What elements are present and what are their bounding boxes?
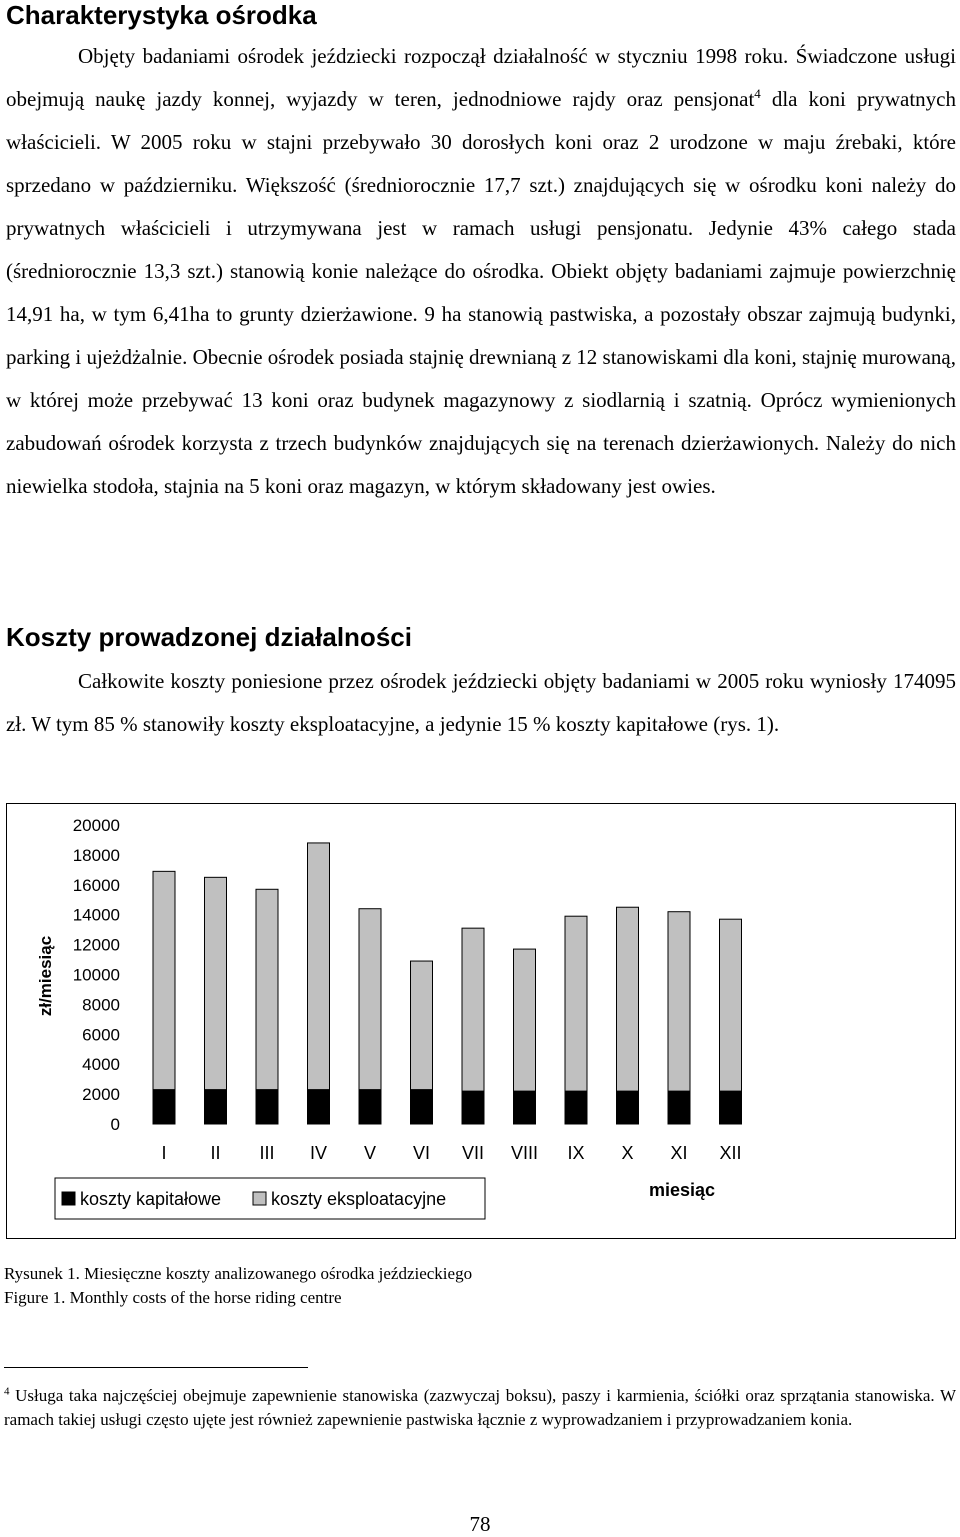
- y-axis-label: zł/miesiąc: [36, 935, 55, 1017]
- bar-segment-operating: [565, 916, 587, 1091]
- y-tick-label: 18000: [72, 845, 120, 865]
- bar-segment-capital: [462, 1091, 484, 1124]
- x-tick-label: II: [210, 1143, 221, 1163]
- bar-segment-operating: [256, 889, 278, 1089]
- paragraph-characteristics: [6, 35, 956, 508]
- bar-segment-capital: [668, 1091, 690, 1124]
- x-tick-label: VI: [412, 1143, 431, 1163]
- paragraph-text-part-b: dla koni prywatnych właścicieli. W 2005 roku w stajni przebywało 30 dorosłych koni oraz 2 urodzone w maju źrebaki, które sprzedano w październiku. Większość (średniorocznie 17,7 szt.) znajdujących się w ośrodku koni należy do prywatnych właścicieli i utrzymywana jest w ramach usługi pensjonatu. Jedynie 43% całego stada (średniorocznie 13,3 szt.) stanowią konie należące do ośrodka. Obiekt objęty badaniami zajmuje powierzchnię 14,91 ha, w tym 6,41ha to grunty dzierżawione. 9 ha stanowią pastwiska, a pozostały obszar zajmują budynki, parking i ujeżdżalnie. Obecnie ośrodek posiada stajnię drewnianą z 12 stanowiskami dla koni, stajnię murowaną, w której może przebywać 13 koni oraz budynek magazynowy z siodlarnią i szatnią. Oprócz wymienionych zabudowań ośrodek korzysta z trzech budynków znajdujących się na terenach dzierżawionych. Należy do nich niewielka stodoła, stajnia na 5 koni oraz magazyn, w którym składowany jest owies.: [6, 87, 957, 498]
- legend-swatch: [62, 1192, 75, 1205]
- x-tick-label: VII: [461, 1143, 485, 1163]
- section-heading-costs: Koszty prowadzonej działalności: [6, 622, 412, 652]
- y-tick-label: 4000: [82, 1055, 120, 1075]
- x-tick-label: IX: [567, 1143, 585, 1163]
- paragraph-text-part-a: Objęty badaniami ośrodek jeździecki rozpoczął działalność w styczniu 1998 roku. Świadczone usługi obejmują naukę jazdy konnej, wyjazdy w teren, jednodniowe rajdy oraz pensjonat: [6, 44, 956, 111]
- y-tick-label: 0: [110, 1115, 120, 1134]
- bar-segment-capital: [359, 1090, 381, 1124]
- x-tick-label: XI: [670, 1143, 688, 1163]
- footnote-reference[interactable]: 4: [754, 86, 761, 101]
- x-tick-label: XII: [719, 1143, 742, 1163]
- x-axis-label: miesiąc: [649, 1180, 716, 1200]
- y-tick-label: 12000: [72, 935, 120, 955]
- bar-segment-operating: [205, 877, 227, 1089]
- bar-segment-operating: [514, 949, 536, 1091]
- bar-segment-capital: [153, 1090, 175, 1124]
- x-tick-label: IV: [309, 1143, 328, 1163]
- footnote-separator: [4, 1367, 308, 1368]
- bar-segment-capital: [565, 1091, 587, 1124]
- bar-segment-operating: [462, 928, 484, 1091]
- bar-segment-operating: [308, 843, 330, 1090]
- y-tick-label: 14000: [72, 905, 120, 925]
- bar-segment-capital: [205, 1090, 227, 1124]
- legend-label: koszty kapitałowe: [80, 1189, 222, 1209]
- page-number: 78: [469, 1512, 491, 1536]
- paragraph-costs: Całkowite koszty poniesione przez ośrodek jeździecki objęty badaniami w 2005 roku wyniosły 174095 zł. W tym 85 % stanowiły koszty eksploatacyjne, a jedynie 15 % koszty kapitałowe (rys. 1).: [6, 669, 956, 736]
- bar-segment-operating: [668, 912, 690, 1091]
- footnote: [4, 1384, 956, 1432]
- bar-segment-capital: [256, 1090, 278, 1124]
- legend-label: koszty eksploatacyjne: [271, 1189, 447, 1209]
- y-tick-label: 10000: [72, 965, 120, 985]
- x-tick-label: V: [363, 1143, 377, 1163]
- legend-swatch: [253, 1192, 266, 1205]
- y-tick-label: 2000: [82, 1085, 120, 1105]
- bar-segment-operating: [153, 871, 175, 1089]
- bar-segment-capital: [308, 1090, 330, 1124]
- bar-segment-capital: [720, 1091, 742, 1124]
- bar-segment-operating: [617, 907, 639, 1091]
- stacked-bar-chart: [7, 804, 955, 1238]
- bar-segment-capital: [411, 1090, 433, 1124]
- x-tick-label: III: [259, 1143, 275, 1163]
- section-heading-characteristics: Charakterystyka ośrodka: [6, 0, 317, 30]
- y-tick-label: 6000: [82, 1025, 120, 1045]
- x-tick-label: X: [621, 1143, 634, 1163]
- bar-segment-operating: [411, 961, 433, 1090]
- y-tick-label: 16000: [72, 875, 120, 895]
- footnote-text: Usługa taka najczęściej obejmuje zapewnienie stanowiska (zazwyczaj boksu), paszy i karmienia, ściółki oraz sprzątania stanowiska. W ramach takiej usługi często ujęte jest również zapewnienie pastwiska łącznie z wyprowadzaniem i przyprowadzaniem konia.: [4, 1386, 956, 1429]
- y-tick-label: 8000: [82, 995, 120, 1015]
- x-tick-label: VIII: [510, 1143, 539, 1163]
- footnote-number: 4: [4, 1385, 10, 1398]
- chart-container: [6, 803, 956, 1239]
- bar-segment-capital: [617, 1091, 639, 1124]
- chart-legend: [55, 1178, 485, 1219]
- x-tick-label: I: [161, 1143, 167, 1163]
- bar-segment-capital: [514, 1091, 536, 1124]
- y-tick-label: 20000: [72, 816, 120, 835]
- bar-segment-operating: [359, 909, 381, 1090]
- bar-segment-operating: [720, 919, 742, 1091]
- figure-caption-english: Figure 1. Monthly costs of the horse riding centre: [4, 1288, 342, 1307]
- figure-caption-polish: Rysunek 1. Miesięczne koszty analizowanego ośrodka jeździeckiego: [4, 1264, 473, 1283]
